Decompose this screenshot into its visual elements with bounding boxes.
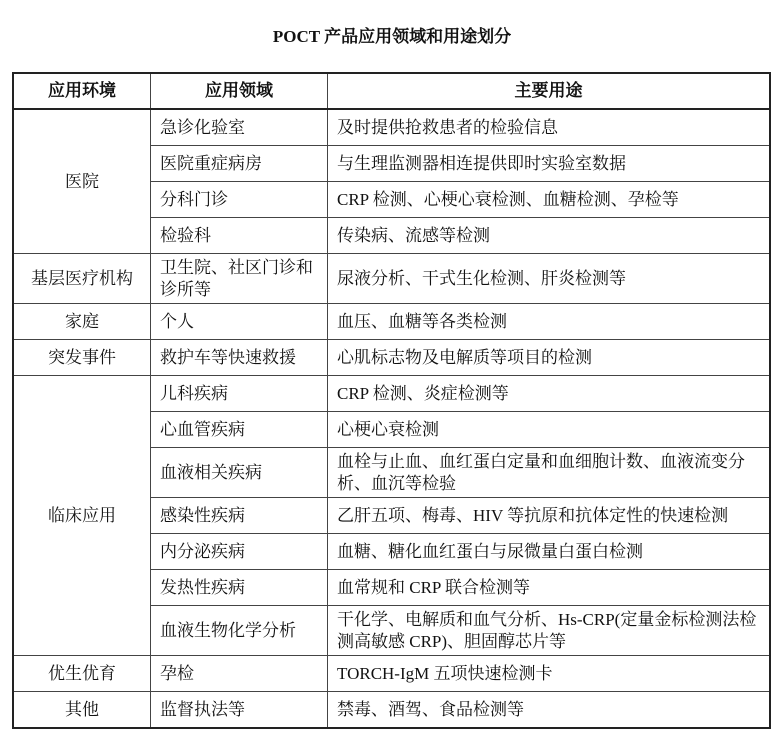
- table-title: POCT 产品应用领域和用途划分: [272, 27, 512, 46]
- field-cell: 孕检: [151, 656, 328, 692]
- environment-cell: 临床应用: [13, 376, 151, 656]
- usage-cell: 禁毒、酒驾、食品检测等: [328, 692, 771, 729]
- usage-cell: 心梗心衰检测: [328, 412, 771, 448]
- table-row: [13, 656, 770, 692]
- environment-cell: 家庭: [13, 304, 151, 340]
- environment-cell: 医院: [13, 109, 151, 254]
- usage-cell: CRP 检测、炎症检测等: [328, 376, 771, 412]
- environment-cell: 突发事件: [13, 340, 151, 376]
- usage-cell: 血常规和 CRP 联合检测等: [328, 570, 771, 606]
- usage-cell: TORCH-IgM 五项快速检测卡: [328, 656, 771, 692]
- field-cell: 个人: [151, 304, 328, 340]
- field-cell: 检验科: [151, 218, 328, 254]
- usage-cell: 与生理监测器相连提供即时实验室数据: [328, 146, 771, 182]
- field-cell: 心血管疾病: [151, 412, 328, 448]
- environment-cell: 优生优育: [13, 656, 151, 692]
- table-row: [13, 109, 770, 146]
- table-row: [13, 376, 770, 412]
- header-row: [13, 73, 770, 109]
- header-environment: 应用环境: [13, 73, 151, 109]
- field-cell: 急诊化验室: [151, 109, 328, 146]
- usage-cell: 心肌标志物及电解质等项目的检测: [328, 340, 771, 376]
- field-cell: 血液相关疾病: [151, 448, 328, 498]
- usage-cell: 血糖、糖化血红蛋白与尿微量白蛋白检测: [328, 534, 771, 570]
- poct-application-table: [12, 72, 771, 729]
- header-field: 应用领域: [151, 73, 328, 109]
- field-cell: 卫生院、社区门诊和诊所等: [151, 254, 328, 304]
- table-row: [13, 254, 770, 304]
- table-row: [13, 304, 770, 340]
- usage-cell: 尿液分析、干式生化检测、肝炎检测等: [328, 254, 771, 304]
- field-cell: 分科门诊: [151, 182, 328, 218]
- usage-cell: 乙肝五项、梅毒、HIV 等抗原和抗体定性的快速检测: [328, 498, 771, 534]
- field-cell: 感染性疾病: [151, 498, 328, 534]
- usage-cell: 血栓与止血、血红蛋白定量和血细胞计数、血液流变分析、血沉等检验: [328, 448, 771, 498]
- table-row: [13, 340, 770, 376]
- field-cell: 救护车等快速救援: [151, 340, 328, 376]
- usage-cell: CRP 检测、心梗心衰检测、血糖检测、孕检等: [328, 182, 771, 218]
- header-usage: 主要用途: [328, 73, 771, 109]
- usage-cell: 及时提供抢救患者的检验信息: [328, 109, 771, 146]
- usage-cell: 传染病、流感等检测: [328, 218, 771, 254]
- field-cell: 监督执法等: [151, 692, 328, 729]
- usage-cell: 血压、血糖等各类检测: [328, 304, 771, 340]
- field-cell: 血液生物化学分析: [151, 606, 328, 656]
- field-cell: 儿科疾病: [151, 376, 328, 412]
- table-row: [13, 692, 770, 729]
- field-cell: 内分泌疾病: [151, 534, 328, 570]
- table-body: [13, 109, 770, 728]
- environment-cell: 基层医疗机构: [13, 254, 151, 304]
- usage-cell: 干化学、电解质和血气分析、Hs-CRP(定量金标检测法检测高敏感 CRP)、胆固醇芯片等: [328, 606, 771, 656]
- field-cell: 发热性疾病: [151, 570, 328, 606]
- field-cell: 医院重症病房: [151, 146, 328, 182]
- environment-cell: 其他: [13, 692, 151, 729]
